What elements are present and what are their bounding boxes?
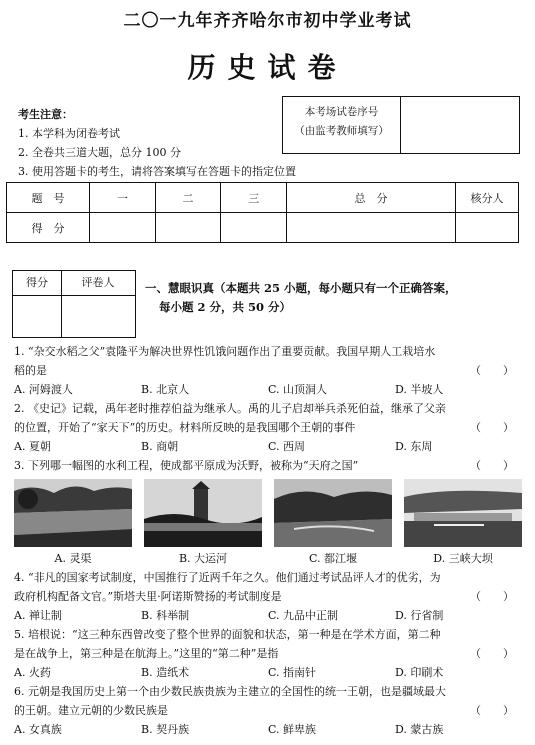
answer-paren: （ ）	[470, 704, 514, 717]
score-header-cell: 二	[155, 183, 221, 213]
option: B. 商朝	[141, 440, 179, 453]
image-option-d	[404, 479, 522, 568]
question-stem	[14, 587, 522, 606]
option-row	[14, 720, 522, 739]
section-heading-line2: 每小题 2 分，共 50 分）	[159, 300, 292, 314]
answer-paren: （ ）	[470, 421, 514, 434]
notice-item: 2. 全卷共三道大题，总分 100 分	[18, 146, 181, 159]
notice-item: 3. 使用答题卡的考生，请将答案填写在答题卡的指定位置	[18, 165, 296, 178]
answer-paren: （ ）	[470, 364, 514, 377]
question-stem: 4. “非凡的国家考试制度，中国推行了近两千年之久。他们通过考试品评人才的优劣，为	[14, 571, 441, 584]
grader-box	[12, 270, 136, 338]
option: C. 山顶洞人	[268, 383, 328, 396]
option: A. 女真族	[14, 723, 62, 736]
option: C. 九品中正制	[268, 609, 339, 622]
question-stem-text: 3. 下列哪一幅图的水利工程，使成都平原成为沃野，被称为“天府之国”	[14, 459, 359, 472]
question-stem-text: 的位置，开始了“家天下”的历史。材料所反映的是我国哪个王朝的事件	[14, 421, 356, 434]
score-cell	[90, 213, 156, 243]
grand-canal-photo	[144, 479, 262, 547]
question-stem	[14, 644, 522, 663]
score-header-cell: 核分人	[456, 183, 519, 213]
answer-paren: （ ）	[470, 647, 514, 660]
answer-paren: （ ）	[470, 590, 514, 603]
question-stem-text: 的王朝。建立元朝的少数民族是	[14, 704, 168, 717]
question-2	[14, 399, 522, 456]
section-heading-line1: 一、慧眼识真（本题共 25 小题，每小题只有一个正确答案，	[145, 281, 457, 295]
grader-name-label: 评卷人	[61, 271, 135, 296]
option: C. 鲜卑族	[268, 723, 317, 736]
notice-heading: 考生注意：	[18, 108, 73, 121]
subject-title: 历史试卷	[187, 51, 348, 84]
grader-score-label: 得分	[13, 271, 62, 296]
seat-label-line1: 本考场试卷序号	[304, 106, 379, 118]
score-cell	[456, 213, 519, 243]
option: D. 印刷术	[395, 666, 444, 679]
question-stem	[14, 701, 522, 720]
option: A. 夏朝	[14, 440, 51, 453]
score-cell	[221, 213, 287, 243]
dujiangyan-photo	[274, 479, 392, 547]
answer-paren: （ ）	[470, 459, 514, 472]
image-option-c	[274, 479, 392, 568]
question-stem-text: 是在战争上，第三种是在航海上。”这里的“第二种”是指	[14, 647, 279, 660]
option: D. 蒙古族	[395, 723, 444, 736]
image-options-row	[14, 479, 522, 568]
notice-item: 1. 本学科为闭卷考试	[18, 127, 120, 140]
question-6	[14, 682, 522, 739]
option: B. 造纸术	[141, 666, 190, 679]
option: A. 火药	[14, 666, 51, 679]
score-header-cell: 总 分	[287, 183, 456, 213]
option: D. 东周	[395, 440, 433, 453]
image-caption: A. 灵渠	[54, 552, 92, 565]
three-gorges-dam-photo	[404, 479, 522, 547]
image-caption: B. 大运河	[178, 552, 228, 565]
question-5	[14, 625, 522, 682]
image-caption: D. 三峡大坝	[433, 552, 493, 565]
image-option-b	[144, 479, 262, 568]
exam-title: 二〇一九年齐齐哈尔市初中学业考试	[123, 11, 412, 31]
option: C. 西周	[268, 440, 306, 453]
grader-divider	[61, 295, 62, 337]
score-table	[6, 182, 519, 243]
question-stem-text: 稻的是	[14, 364, 47, 377]
score-header-cell: 题 号	[7, 183, 90, 213]
question-stem: 2. 《史记》记载，禹年老时推荐伯益为继承人。禹的儿子启却举兵杀死伯益，继承了父亲	[14, 402, 446, 415]
question-stem: 6. 元朝是我国历史上第一个由少数民族贵族为主建立的全国性的统一王朝，也是疆域最大	[14, 685, 446, 698]
image-caption: C. 都江堰	[308, 552, 358, 565]
section-heading	[145, 279, 520, 317]
score-cell	[155, 213, 221, 243]
score-header-row	[7, 183, 519, 213]
seat-number-label	[283, 97, 401, 153]
score-header-cell: 一	[90, 183, 156, 213]
question-4	[14, 568, 522, 625]
option-row	[14, 663, 522, 682]
option: A. 河姆渡人	[14, 383, 73, 396]
option-row	[14, 380, 522, 399]
option: D. 行省制	[395, 609, 444, 622]
lingqu-canal-photo	[14, 479, 132, 547]
option: B. 科举制	[141, 609, 190, 622]
option: B. 契丹族	[141, 723, 190, 736]
option-row	[14, 606, 522, 625]
score-row-label: 得 分	[7, 213, 90, 243]
question-stem	[14, 361, 522, 380]
score-header-cell: 三	[221, 183, 287, 213]
seat-number-box	[282, 96, 520, 154]
seat-label-line2: （由监考教师填写）	[294, 125, 389, 137]
question-stem	[14, 418, 522, 437]
option-row	[14, 437, 522, 456]
option: B. 北京人	[141, 383, 190, 396]
candidate-notice	[18, 105, 296, 181]
question-stem-text: 政府机构配备文官。”斯塔夫里·阿诺斯赞扬的考试制度是	[14, 590, 282, 603]
option: C. 指南针	[268, 666, 317, 679]
option: A. 禅让制	[14, 609, 62, 622]
option: D. 半坡人	[395, 383, 444, 396]
question-list	[14, 342, 522, 739]
image-option-a	[14, 479, 132, 568]
score-cell	[287, 213, 456, 243]
question-stem	[14, 456, 522, 475]
question-stem: 5. 培根说：“这三种东西曾改变了整个世界的面貌和状态，第一种是在学术方面，第二种	[14, 628, 441, 641]
question-stem: 1. “杂交水稻之父”袁隆平为解决世界性饥饿问题作出了重要贡献。我国早期人工栽培水	[14, 345, 436, 358]
score-value-row	[7, 213, 519, 243]
question-1	[14, 342, 522, 399]
question-3	[14, 456, 522, 568]
